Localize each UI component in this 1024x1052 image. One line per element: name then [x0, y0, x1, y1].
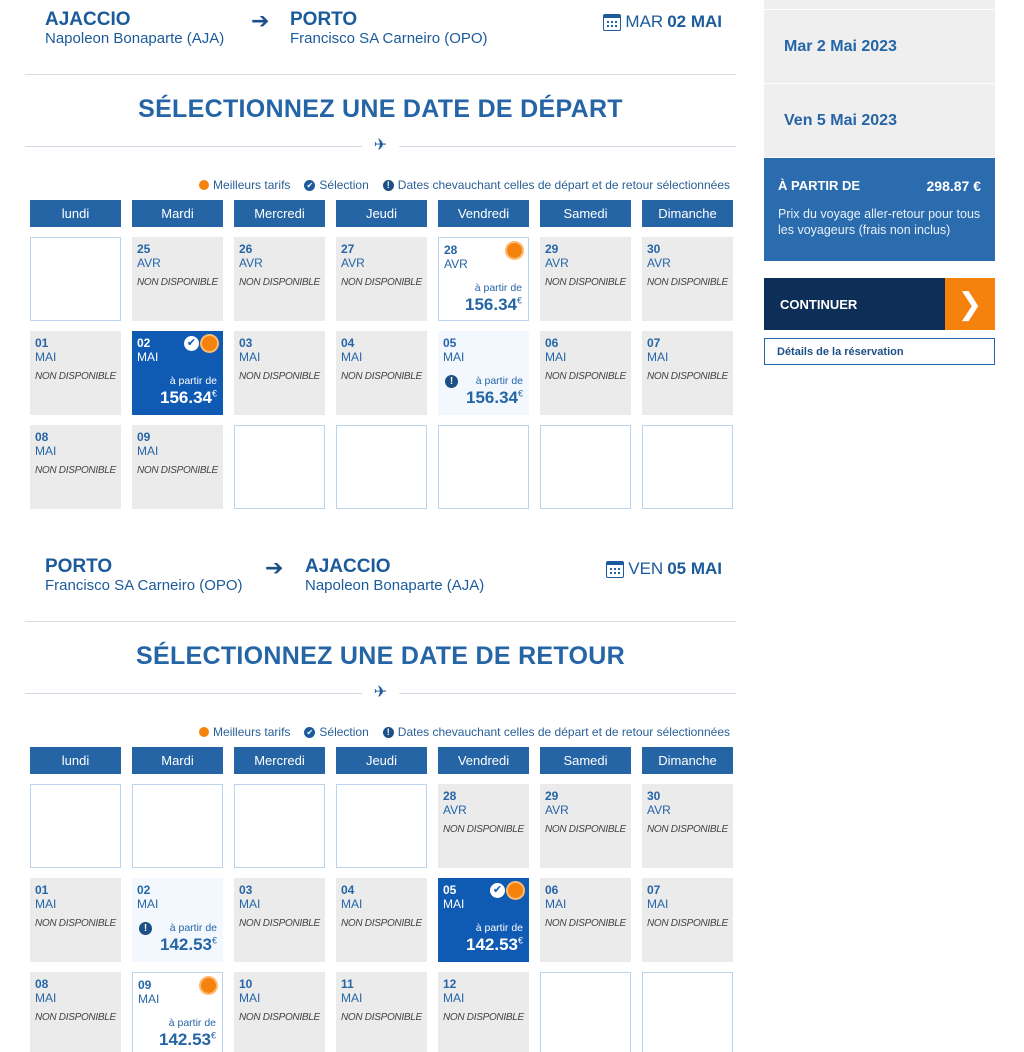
weekday-5: Samedi: [540, 200, 631, 227]
booking-summary-sidebar: [764, 0, 995, 365]
date-weekday: MAR: [625, 12, 664, 31]
price-box: [764, 158, 995, 261]
main-column: [25, 0, 736, 1052]
legend-label: Dates chevauchant celles de départ et de retour sélectionnées: [397, 725, 730, 739]
weekday-6: Dimanche: [642, 200, 733, 227]
currency-symbol: €: [211, 935, 217, 946]
day-month: AVR: [444, 257, 468, 271]
day-number: 08: [35, 430, 49, 444]
day-number: 03: [239, 336, 253, 350]
currency-symbol: €: [516, 295, 522, 306]
unavailable-label: NON DISPONIBLE: [35, 371, 116, 382]
price-row: [778, 178, 981, 194]
day-number: 10: [239, 977, 253, 991]
calendar-day-cell: [642, 784, 733, 868]
price-value: 156.34: [159, 388, 212, 407]
calendar-icon: [603, 14, 621, 31]
check-icon: ✔: [490, 883, 505, 898]
calendar-day-cell: [30, 425, 121, 509]
day-number: 28: [444, 243, 458, 257]
from-price-label: à partir de: [474, 282, 522, 294]
day-number: 09: [138, 978, 152, 992]
summary-depart-date: Mar 2 Mai 2023: [764, 10, 995, 84]
day-month: AVR: [647, 256, 671, 270]
day-month: MAI: [647, 897, 669, 911]
calendar-day-cell[interactable]: [438, 237, 529, 321]
day-month: AVR: [545, 256, 569, 270]
outbound-destination: [290, 10, 488, 48]
day-month: AVR: [647, 803, 671, 817]
day-number: 12: [443, 977, 457, 991]
continue-button[interactable]: [764, 278, 995, 330]
calendar-day-cell: [642, 878, 733, 962]
unavailable-label: NON DISPONIBLE: [341, 277, 422, 288]
day-number: 09: [137, 430, 151, 444]
day-price: [159, 1030, 216, 1050]
unavailable-label: NON DISPONIBLE: [647, 918, 728, 929]
day-price: [160, 935, 217, 955]
day-number: 05: [443, 336, 457, 350]
calendar-cell-empty: [234, 425, 325, 509]
day-number: 11: [341, 977, 354, 991]
day-month: MAI: [341, 991, 363, 1005]
calendar-cell-empty: [30, 237, 121, 321]
from-price-label: à partir de: [169, 375, 217, 387]
date-weekday: VEN: [628, 559, 664, 578]
day-number: 29: [545, 789, 559, 803]
booking-details-link[interactable]: Détails de la réservation: [764, 338, 995, 365]
weekday-2: Mercredi: [234, 747, 325, 774]
calendar-cell-empty: [336, 425, 427, 509]
plane-icon: ✈: [362, 135, 399, 155]
price-value: 156.34: [465, 388, 518, 407]
calendar-cell-empty: [540, 972, 631, 1052]
day-number: 01: [35, 336, 49, 350]
continue-label: CONTINUER: [764, 278, 945, 330]
weekday-6: Dimanche: [642, 747, 733, 774]
unavailable-label: NON DISPONIBLE: [545, 918, 626, 929]
exclamation-icon: !: [383, 180, 394, 191]
price-value: 156.34: [464, 295, 517, 314]
plane-icon: ✈: [362, 682, 399, 702]
weekday-2: Mercredi: [234, 200, 325, 227]
day-number: 07: [647, 336, 661, 350]
unavailable-label: NON DISPONIBLE: [35, 465, 116, 476]
weekday-3: Jeudi: [336, 747, 427, 774]
sun-icon: [199, 180, 209, 190]
legend: [25, 176, 736, 194]
weekday-0: lundi: [30, 200, 121, 227]
sidebar-top-strip: [764, 0, 995, 10]
calendar-day-cell: [438, 784, 529, 868]
day-number: 29: [545, 242, 559, 256]
day-month: MAI: [443, 991, 465, 1005]
unavailable-label: NON DISPONIBLE: [137, 465, 218, 476]
day-number: 27: [341, 242, 355, 256]
calendar-day-cell: [30, 331, 121, 415]
calendar-cell-empty: [234, 784, 325, 868]
day-month: MAI: [239, 991, 261, 1005]
calendar-day-cell: [336, 972, 427, 1052]
from-price-label: à partir de: [169, 922, 217, 934]
day-month: MAI: [35, 350, 57, 364]
day-month: MAI: [341, 350, 363, 364]
day-month: MAI: [137, 350, 159, 364]
calendar-day-cell: [438, 972, 529, 1052]
day-month: MAI: [35, 897, 57, 911]
calendar-day-cell: [30, 878, 121, 962]
calendar-day-cell[interactable]: [438, 878, 529, 962]
check-icon: ✔: [184, 336, 199, 351]
sun-icon: [507, 243, 522, 258]
unavailable-label: NON DISPONIBLE: [239, 918, 320, 929]
weekday-5: Samedi: [540, 747, 631, 774]
calendar-day-cell: [132, 237, 223, 321]
legend-selection: [304, 725, 368, 739]
destination-airport: Francisco SA Carneiro (OPO): [290, 30, 488, 47]
unavailable-label: NON DISPONIBLE: [341, 918, 422, 929]
day-month: MAI: [138, 992, 160, 1006]
outbound-route-header: [25, 0, 736, 75]
unavailable-label: NON DISPONIBLE: [545, 824, 626, 835]
unavailable-label: NON DISPONIBLE: [341, 1012, 422, 1023]
outbound-title-block: [25, 75, 736, 184]
day-month: MAI: [137, 897, 159, 911]
calendar-cell-empty: [642, 425, 733, 509]
day-price: [466, 388, 523, 408]
weekday-4: Vendredi: [438, 747, 529, 774]
unavailable-label: NON DISPONIBLE: [35, 1012, 116, 1023]
currency-symbol: €: [517, 935, 523, 946]
day-number: 30: [647, 789, 661, 803]
from-price-label: à partir de: [475, 922, 523, 934]
unavailable-label: NON DISPONIBLE: [239, 277, 320, 288]
day-price: [466, 935, 523, 955]
currency-symbol: €: [517, 388, 523, 399]
outbound-origin: [45, 10, 224, 48]
calendar-day-cell: [540, 237, 631, 321]
unavailable-label: NON DISPONIBLE: [443, 1012, 524, 1023]
origin-airport: Francisco SA Carneiro (OPO): [45, 577, 243, 594]
unavailable-label: NON DISPONIBLE: [341, 371, 422, 382]
exclamation-icon: !: [383, 727, 394, 738]
divider: [25, 138, 736, 154]
sun-icon: [508, 883, 523, 898]
calendar-day-cell[interactable]: [132, 331, 223, 415]
legend-selection: [304, 178, 368, 192]
legend-best-fares: [199, 725, 290, 739]
summary-return-date: Ven 5 Mai 2023: [764, 84, 995, 158]
calendar-day-cell: [234, 237, 325, 321]
day-number: 04: [341, 336, 355, 350]
total-price: 298.87 €: [926, 178, 981, 194]
day-month: MAI: [35, 991, 57, 1005]
day-number: 01: [35, 883, 49, 897]
from-price-label: à partir de: [475, 375, 523, 387]
price-value: 142.53: [465, 935, 518, 954]
unavailable-label: NON DISPONIBLE: [545, 277, 626, 288]
calendar-cell-empty: [336, 784, 427, 868]
calendar-day-cell: [132, 425, 223, 509]
divider: [25, 685, 736, 701]
unavailable-label: NON DISPONIBLE: [137, 277, 218, 288]
legend-overlap: [383, 178, 730, 192]
sun-icon: [201, 978, 216, 993]
day-number: 25: [137, 242, 151, 256]
check-icon: ✔: [304, 727, 315, 738]
date-day: 05 MAI: [667, 559, 722, 578]
day-number: 05: [443, 883, 457, 897]
exclamation-icon: !: [445, 375, 458, 388]
calendar-day-cell: [642, 237, 733, 321]
calendar-day-cell: [540, 331, 631, 415]
legend-overlap: [383, 725, 730, 739]
legend-label: Meilleurs tarifs: [213, 725, 291, 739]
legend: [25, 723, 736, 741]
day-month: MAI: [443, 897, 465, 911]
chevron-right-icon: ❯: [945, 278, 995, 330]
day-number: 28: [443, 789, 457, 803]
day-month: MAI: [137, 444, 159, 458]
day-number: 04: [341, 883, 355, 897]
unavailable-label: NON DISPONIBLE: [35, 918, 116, 929]
day-price: [160, 388, 217, 408]
calendar-day-cell: [234, 972, 325, 1052]
calendar-day-cell[interactable]: [438, 331, 529, 415]
unavailable-label: NON DISPONIBLE: [239, 1012, 320, 1023]
weekday-4: Vendredi: [438, 200, 529, 227]
section-title: SÉLECTIONNEZ UNE DATE DE RETOUR: [136, 642, 625, 670]
currency-symbol: €: [211, 388, 217, 399]
unavailable-label: NON DISPONIBLE: [239, 371, 320, 382]
day-number: 30: [647, 242, 661, 256]
day-month: MAI: [647, 350, 669, 364]
legend-label: Sélection: [319, 178, 369, 192]
weekday-3: Jeudi: [336, 200, 427, 227]
destination-city: PORTO: [290, 9, 358, 30]
unavailable-label: NON DISPONIBLE: [647, 277, 728, 288]
outbound-calendar: [30, 237, 736, 509]
arrow-right-icon: ➔: [265, 555, 284, 580]
outbound-date: [603, 12, 722, 32]
price-description: Prix du voyage aller-retour pour tous les voyageurs (frais non inclus): [778, 207, 981, 237]
day-price: [465, 295, 522, 315]
day-month: AVR: [239, 256, 263, 270]
calendar-day-cell: [336, 237, 427, 321]
return-destination: [305, 557, 484, 595]
calendar-cell-empty: [132, 784, 223, 868]
weekday-1: Mardi: [132, 747, 223, 774]
legend-label: Meilleurs tarifs: [213, 178, 291, 192]
day-month: MAI: [239, 897, 261, 911]
calendar-icon: [606, 561, 624, 578]
destination-airport: Napoleon Bonaparte (AJA): [305, 577, 485, 594]
legend-best-fares: [199, 178, 290, 192]
calendar-day-cell: [30, 972, 121, 1052]
check-icon: ✔: [304, 180, 315, 191]
day-number: 06: [545, 883, 559, 897]
calendar-day-cell: [234, 331, 325, 415]
day-month: MAI: [35, 444, 57, 458]
return-origin: [45, 557, 243, 595]
section-title: SÉLECTIONNEZ UNE DATE DE DÉPART: [138, 95, 623, 123]
day-month: AVR: [545, 803, 569, 817]
day-number: 07: [647, 883, 661, 897]
origin-airport: Napoleon Bonaparte (AJA): [45, 30, 225, 47]
unavailable-label: NON DISPONIBLE: [443, 824, 524, 835]
day-number: 02: [137, 883, 151, 897]
unavailable-label: NON DISPONIBLE: [647, 824, 728, 835]
calendar-cell-empty: [540, 425, 631, 509]
weekday-header: [30, 194, 736, 227]
origin-city: PORTO: [45, 556, 113, 577]
day-number: 08: [35, 977, 49, 991]
calendar-cell-empty: [642, 972, 733, 1052]
weekday-1: Mardi: [132, 200, 223, 227]
return-title-block: [25, 622, 736, 731]
from-price-label: à partir de: [168, 1017, 216, 1029]
calendar-day-cell: [234, 878, 325, 962]
price-value: 142.53: [159, 935, 212, 954]
day-month: MAI: [239, 350, 261, 364]
destination-city: AJACCIO: [305, 556, 391, 577]
unavailable-label: NON DISPONIBLE: [545, 371, 626, 382]
calendar-day-cell[interactable]: [132, 878, 223, 962]
calendar-cell-empty: [438, 425, 529, 509]
unavailable-label: NON DISPONIBLE: [647, 371, 728, 382]
sun-icon: [199, 727, 209, 737]
day-month: AVR: [443, 803, 467, 817]
calendar-day-cell: [540, 878, 631, 962]
price-label: À PARTIR DE: [778, 178, 861, 193]
calendar-day-cell[interactable]: [132, 972, 223, 1052]
weekday-header: [30, 741, 736, 774]
origin-city: AJACCIO: [45, 9, 131, 30]
day-month: AVR: [341, 256, 365, 270]
exclamation-icon: !: [139, 922, 152, 935]
legend-label: Dates chevauchant celles de départ et de retour sélectionnées: [397, 178, 730, 192]
return-route-header: [25, 547, 736, 622]
day-number: 03: [239, 883, 253, 897]
calendar-cell-empty: [30, 784, 121, 868]
day-number: 06: [545, 336, 559, 350]
calendar-day-cell: [540, 784, 631, 868]
calendar-day-cell: [642, 331, 733, 415]
currency-symbol: €: [210, 1030, 216, 1041]
return-calendar: [30, 784, 736, 1052]
date-day: 02 MAI: [667, 12, 722, 31]
return-date: [606, 559, 722, 579]
arrow-right-icon: ➔: [251, 8, 270, 33]
day-month: MAI: [545, 897, 567, 911]
weekday-0: lundi: [30, 747, 121, 774]
day-month: AVR: [137, 256, 161, 270]
calendar-day-cell: [336, 878, 427, 962]
calendar-day-cell: [336, 331, 427, 415]
day-month: MAI: [545, 350, 567, 364]
day-number: 02: [137, 336, 151, 350]
day-month: MAI: [443, 350, 465, 364]
price-value: 142.53: [158, 1030, 211, 1049]
legend-label: Sélection: [319, 725, 369, 739]
day-month: MAI: [341, 897, 363, 911]
day-number: 26: [239, 242, 253, 256]
sun-icon: [202, 336, 217, 351]
